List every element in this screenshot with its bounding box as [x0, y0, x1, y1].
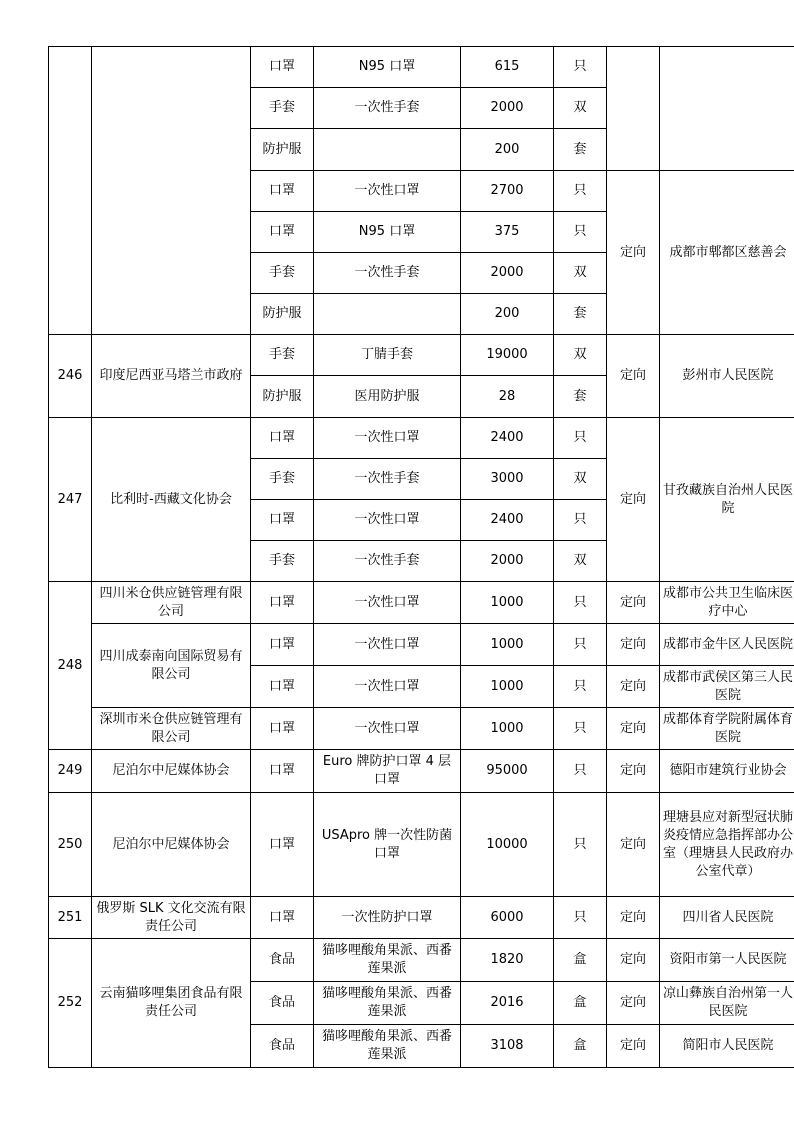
recipient: 简阳市人民医院: [660, 1025, 794, 1068]
item-name: 一次性口罩: [314, 666, 461, 708]
item-quantity: 200: [461, 294, 554, 335]
item-unit: 套: [554, 376, 607, 418]
item-unit: 双: [554, 459, 607, 500]
item-quantity: 3108: [461, 1025, 554, 1068]
item-unit: 盒: [554, 939, 607, 982]
recipient: 甘孜藏族自治州人民医院: [660, 418, 794, 582]
donor-name: 云南猫哆哩集团食品有限责任公司: [92, 939, 251, 1068]
item-category: 手套: [251, 335, 314, 376]
item-unit: 双: [554, 88, 607, 129]
item-unit: 盒: [554, 1025, 607, 1068]
item-quantity: 2000: [461, 88, 554, 129]
table-row: [49, 939, 794, 982]
donor-name: 尼泊尔中尼媒体协会: [92, 750, 251, 793]
item-category: 手套: [251, 459, 314, 500]
item-category: 口罩: [251, 171, 314, 212]
item-name: 一次性口罩: [314, 500, 461, 541]
recipient: 资阳市第一人民医院: [660, 939, 794, 982]
item-unit: 双: [554, 335, 607, 376]
donor-name: 尼泊尔中尼媒体协会: [92, 793, 251, 897]
item-name: 猫哆哩酸角果派、西番莲果派: [314, 1025, 461, 1068]
table-row: [49, 624, 794, 666]
item-unit: 只: [554, 624, 607, 666]
donor-name: 比利时-西藏文化协会: [92, 418, 251, 582]
item-quantity: 2400: [461, 418, 554, 459]
donation-mode: 定向: [607, 418, 660, 582]
item-unit: 只: [554, 897, 607, 939]
item-name: [314, 129, 461, 171]
item-name: 一次性手套: [314, 253, 461, 294]
item-unit: 只: [554, 171, 607, 212]
entry-number: 251: [49, 897, 92, 939]
item-category: 口罩: [251, 500, 314, 541]
item-name: 一次性口罩: [314, 624, 461, 666]
donation-mode: 定向: [607, 982, 660, 1025]
item-name: 一次性口罩: [314, 708, 461, 750]
table-row: [49, 335, 794, 376]
item-quantity: 375: [461, 212, 554, 253]
item-quantity: 2700: [461, 171, 554, 212]
item-category: 口罩: [251, 793, 314, 897]
item-name: 医用防护服: [314, 376, 461, 418]
item-unit: 只: [554, 582, 607, 624]
item-category: 口罩: [251, 708, 314, 750]
item-category: 食品: [251, 982, 314, 1025]
item-quantity: 28: [461, 376, 554, 418]
item-unit: 只: [554, 666, 607, 708]
entry-number: 252: [49, 939, 92, 1068]
donation-mode: 定向: [607, 666, 660, 708]
donor-name: 俄罗斯 SLK 文化交流有限责任公司: [92, 897, 251, 939]
table-row: [49, 750, 794, 793]
donation-mode: 定向: [607, 335, 660, 418]
table-row: [49, 708, 794, 750]
entry-number: 250: [49, 793, 92, 897]
item-category: 食品: [251, 939, 314, 982]
item-name: 猫哆哩酸角果派、西番莲果派: [314, 982, 461, 1025]
donation-mode: [607, 47, 660, 171]
item-unit: 只: [554, 500, 607, 541]
item-name: 一次性口罩: [314, 418, 461, 459]
recipient: 成都市金牛区人民医院: [660, 624, 794, 666]
entry-number: 246: [49, 335, 92, 418]
donation-mode: 定向: [607, 897, 660, 939]
item-category: 防护服: [251, 294, 314, 335]
item-category: 手套: [251, 541, 314, 582]
item-category: 口罩: [251, 750, 314, 793]
item-quantity: 1000: [461, 624, 554, 666]
item-category: 口罩: [251, 624, 314, 666]
item-quantity: 2000: [461, 253, 554, 294]
item-name: 一次性手套: [314, 459, 461, 500]
item-quantity: 2016: [461, 982, 554, 1025]
item-quantity: 19000: [461, 335, 554, 376]
item-unit: 盒: [554, 982, 607, 1025]
recipient: 四川省人民医院: [660, 897, 794, 939]
table-row: [49, 897, 794, 939]
item-name: 一次性手套: [314, 88, 461, 129]
item-unit: 只: [554, 708, 607, 750]
item-unit: 只: [554, 793, 607, 897]
entry-number: 247: [49, 418, 92, 582]
recipient: 德阳市建筑行业协会: [660, 750, 794, 793]
recipient: 成都市武侯区第三人民医院: [660, 666, 794, 708]
item-quantity: 1820: [461, 939, 554, 982]
recipient: 成都市郫都区慈善会: [660, 171, 794, 335]
recipient: 理塘县应对新型冠状肺炎疫情应急指挥部办公室（理塘县人民政府办公室代章）: [660, 793, 794, 897]
item-category: 防护服: [251, 129, 314, 171]
item-quantity: 2400: [461, 500, 554, 541]
table-row: [49, 582, 794, 624]
donation-mode: 定向: [607, 624, 660, 666]
item-quantity: 10000: [461, 793, 554, 897]
item-name: N95 口罩: [314, 47, 461, 88]
item-category: 口罩: [251, 212, 314, 253]
item-unit: 只: [554, 212, 607, 253]
donor-name: 四川成泰南向国际贸易有限公司: [92, 624, 251, 708]
item-unit: 套: [554, 129, 607, 171]
item-name: 一次性口罩: [314, 171, 461, 212]
recipient: 成都体育学院附属体育医院: [660, 708, 794, 750]
entry-number: 249: [49, 750, 92, 793]
donation-mode: 定向: [607, 939, 660, 982]
donation-mode: 定向: [607, 171, 660, 335]
item-unit: 只: [554, 47, 607, 88]
donor-name: [92, 47, 251, 335]
recipient: [660, 47, 794, 171]
donations-table: [48, 46, 794, 1068]
item-name: N95 口罩: [314, 212, 461, 253]
donor-name: 印度尼西亚马塔兰市政府: [92, 335, 251, 418]
item-quantity: 3000: [461, 459, 554, 500]
item-name: [314, 294, 461, 335]
item-name: USApro 牌一次性防菌口罩: [314, 793, 461, 897]
table-row: [49, 418, 794, 459]
item-unit: 只: [554, 418, 607, 459]
donation-mode: 定向: [607, 750, 660, 793]
item-name: 猫哆哩酸角果派、西番莲果派: [314, 939, 461, 982]
item-category: 手套: [251, 253, 314, 294]
donation-mode: 定向: [607, 793, 660, 897]
recipient: 成都市公共卫生临床医疗中心: [660, 582, 794, 624]
item-category: 口罩: [251, 666, 314, 708]
item-category: 口罩: [251, 897, 314, 939]
donation-mode: 定向: [607, 708, 660, 750]
recipient: 凉山彝族自治州第一人民医院: [660, 982, 794, 1025]
item-quantity: 2000: [461, 541, 554, 582]
item-quantity: 1000: [461, 666, 554, 708]
item-quantity: 1000: [461, 708, 554, 750]
item-quantity: 615: [461, 47, 554, 88]
item-unit: 双: [554, 541, 607, 582]
item-category: 口罩: [251, 418, 314, 459]
item-name: Euro 牌防护口罩 4 层口罩: [314, 750, 461, 793]
donation-mode: 定向: [607, 582, 660, 624]
item-quantity: 95000: [461, 750, 554, 793]
recipient: 彭州市人民医院: [660, 335, 794, 418]
item-quantity: 200: [461, 129, 554, 171]
item-quantity: 6000: [461, 897, 554, 939]
donation-mode: 定向: [607, 1025, 660, 1068]
item-name: 一次性手套: [314, 541, 461, 582]
item-category: 口罩: [251, 582, 314, 624]
item-category: 手套: [251, 88, 314, 129]
item-quantity: 1000: [461, 582, 554, 624]
item-name: 一次性口罩: [314, 582, 461, 624]
item-unit: 双: [554, 253, 607, 294]
item-unit: 只: [554, 750, 607, 793]
table-row: [49, 47, 794, 88]
item-name: 丁腈手套: [314, 335, 461, 376]
item-name: 一次性防护口罩: [314, 897, 461, 939]
table-row: [49, 793, 794, 897]
item-category: 口罩: [251, 47, 314, 88]
item-category: 防护服: [251, 376, 314, 418]
item-category: 食品: [251, 1025, 314, 1068]
donor-name: 深圳市米仓供应链管理有限公司: [92, 708, 251, 750]
item-unit: 套: [554, 294, 607, 335]
donor-name: 四川米仓供应链管理有限公司: [92, 582, 251, 624]
entry-number: 248: [49, 582, 92, 750]
entry-number: [49, 47, 92, 335]
